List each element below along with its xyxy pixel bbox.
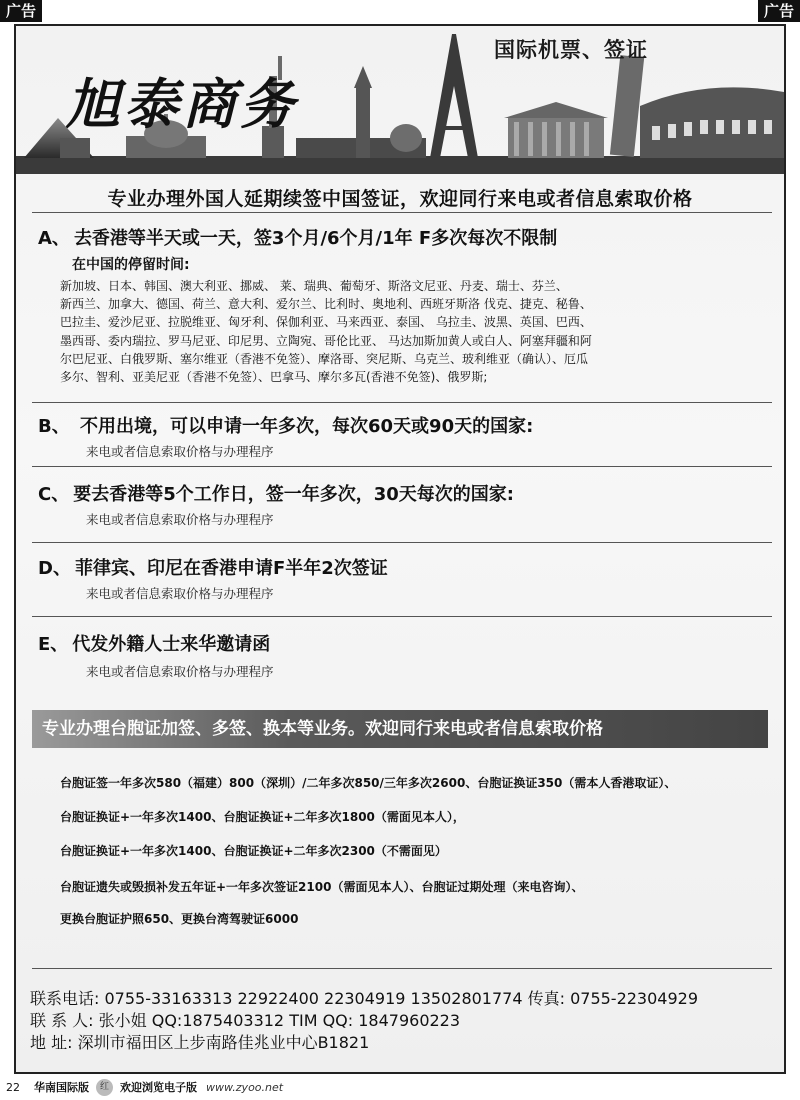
contact-phone: 联系电话: 0755-33163313 22922400 22304919 13502801774 传真: 0755-22304929	[30, 989, 699, 1008]
country-line: 墨西哥、委内瑞拉、罗马尼亚、印尼男、立陶宛、哥伦比亚、 马达加斯加黄人或白人、阿塞拜疆和阿	[60, 333, 592, 348]
divider	[32, 402, 772, 403]
country-line: 新西兰、加拿大、德国、荷兰、意大利、爱尔兰、比利时、奥地利、西班牙斯洛 伐克、捷克、秘鲁、	[60, 297, 592, 312]
price-line: 台胞证换证+一年多次1400、台胞证换证+二年多次1800（需面见本人），	[60, 810, 465, 824]
page-number: 22	[6, 1081, 20, 1094]
stay-duration-label: 在中国的停留时间:	[72, 257, 190, 273]
section-d-note: 来电或者信息索取价格与办理程序	[86, 586, 274, 601]
country-list	[60, 277, 760, 386]
footer-url[interactable]: www.zyoo.net	[206, 1081, 284, 1094]
country-line: 新加坡、日本、韩国、澳大利亚、挪威、 莱、瑞典、葡萄牙、斯洛文尼亚、丹麦、瑞士、芬兰、	[60, 279, 568, 293]
main-headline: 专业办理外国人延期续签中国签证，欢迎同行来电或者信息索取价格	[107, 188, 693, 210]
ad-label-left: 广告	[0, 0, 42, 22]
price-line: 台胞证换证+一年多次1400、台胞证换证+二年多次2300（不需面见）	[60, 844, 447, 858]
section-c-note: 来电或者信息索取价格与办理程序	[86, 512, 274, 527]
edition-name: 华南国际版	[34, 1081, 89, 1094]
section-e-title	[38, 630, 270, 656]
country-line: 多尔、智利、亚美尼亚（香港不免签）、巴拿马、摩尔多瓦(香港不免签)、俄罗斯;	[60, 370, 488, 385]
section-letter: D、	[38, 558, 71, 579]
price-line: 更换台胞证护照650、更换台湾驾驶证6000	[60, 912, 299, 926]
section-heading: 菲律宾、印尼在香港申请F半年2次签证	[74, 558, 388, 579]
price-line: 台胞证遗失或毁损补发五年证+一年多次签证2100（需面见本人）、台胞证过期处理（来电咨询）、	[60, 880, 584, 894]
banner	[16, 26, 784, 174]
section-letter: E、	[38, 634, 69, 655]
section-heading: 去香港等半天或一天，签3个月/6个月/1年 F多次每次不限制	[73, 228, 558, 249]
section-b-note: 来电或者信息索取价格与办理程序	[86, 444, 274, 459]
country-line: 尔巴尼亚、白俄罗斯、塞尔维亚（香港不免签）、摩洛哥、突尼斯、乌克兰、玻利维亚（确认）、厄瓜	[60, 351, 589, 366]
contact-address: 地 址: 深圳市福田区上步南路佳兆业中心B1821	[30, 1033, 370, 1052]
footer-slogan: 欢迎浏览电子版	[120, 1081, 197, 1094]
section-letter: C、	[38, 484, 70, 505]
section-letter: A、	[38, 228, 70, 249]
section-letter: B、	[38, 416, 70, 437]
divider	[32, 466, 772, 467]
brand-tagline: 国际机票、签证	[494, 37, 648, 62]
country-line: 巴拉圭、爱沙尼亚、拉脱维亚、匈牙利、保伽利亚、马来西亚、泰国、 乌拉圭、波黑、英国、巴西、	[60, 315, 592, 330]
divider	[32, 212, 772, 213]
section-a-title	[38, 224, 557, 250]
price-line: 台胞证签一年多次580（福建）800（深圳）/二年多次850/三年多次2600、台胞证换证350（需本人香港取证）、	[60, 776, 677, 790]
magazine-logo: 红	[96, 1079, 113, 1096]
ad-label-right: 广告	[758, 0, 800, 22]
divider	[32, 616, 772, 617]
brand-title: 旭泰商务	[66, 72, 298, 136]
section-c-title	[38, 480, 514, 506]
page-footer	[0, 1076, 800, 1100]
section-heading: 要去香港等5个工作日，签一年多次，30天每次的国家:	[73, 484, 514, 505]
taiwan-permit-banner: 专业办理台胞证加签、多签、换本等业务。欢迎同行来电或者信息索取价格	[32, 710, 768, 748]
section-heading: 不用出境，可以申请一年多次，每次60天或90天的国家:	[73, 416, 534, 437]
section-heading: 代发外籍人士来华邀请函	[72, 634, 271, 655]
section-e-note: 来电或者信息索取价格与办理程序	[86, 664, 274, 679]
contact-person: 联 系 人: 张小姐 QQ:1875403312 TIM QQ: 1847960223	[30, 1011, 461, 1030]
section-d-title	[38, 554, 388, 580]
divider	[32, 968, 772, 969]
section-b-title	[38, 412, 533, 438]
advertisement-frame	[14, 24, 786, 1074]
divider	[32, 542, 772, 543]
